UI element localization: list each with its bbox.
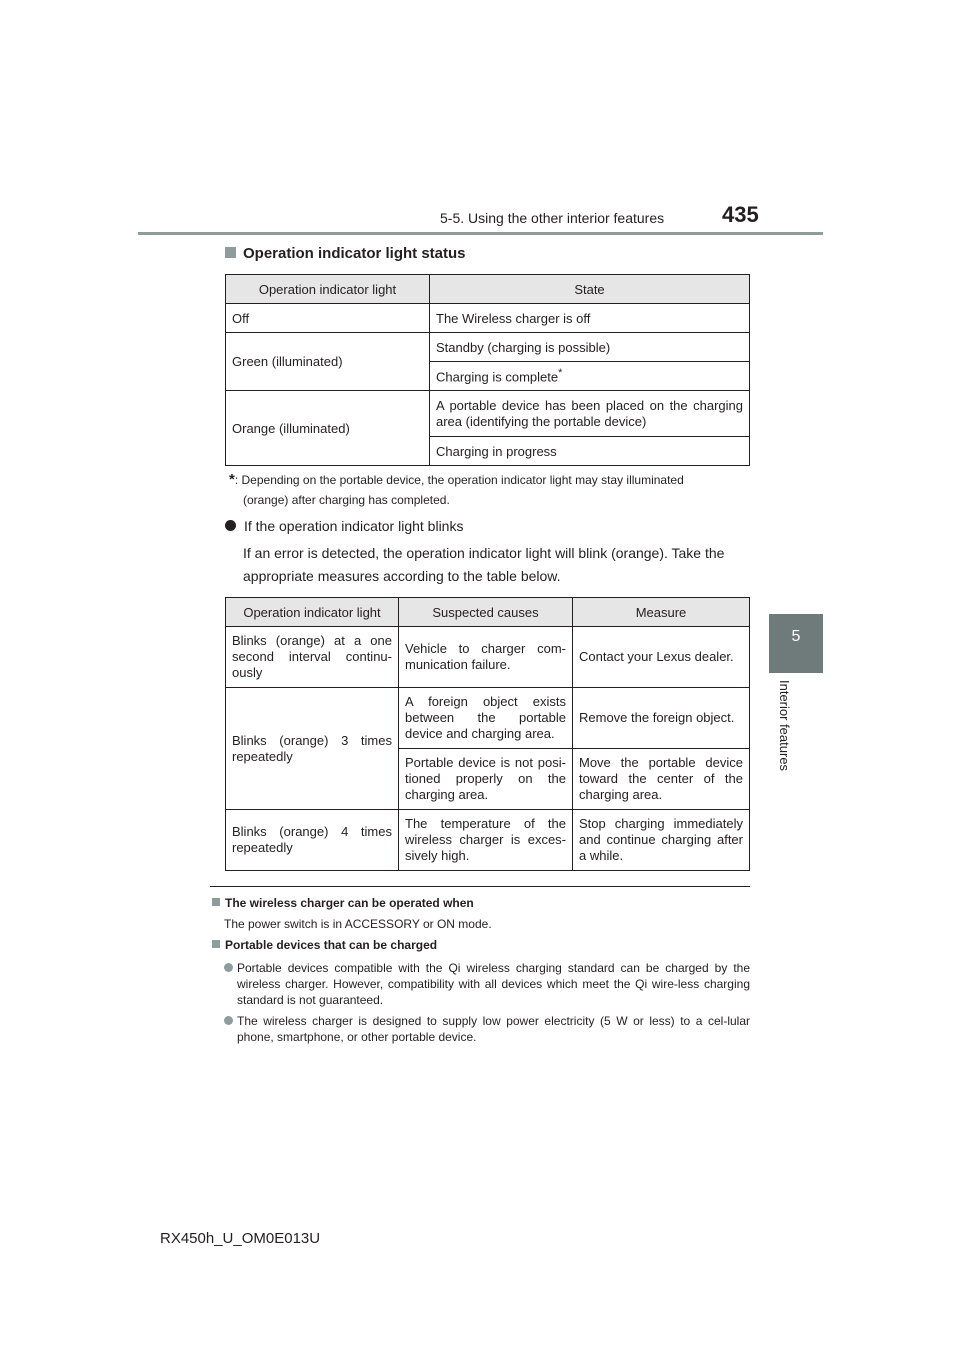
table-row bbox=[226, 304, 750, 333]
table-row bbox=[226, 391, 750, 437]
note-title: Portable devices that can be charged bbox=[225, 938, 438, 952]
header-divider bbox=[138, 232, 823, 235]
section-title: 5-5. Using the other interior features bbox=[440, 210, 665, 226]
table-row bbox=[226, 627, 750, 688]
column-header: Operation indicator light bbox=[226, 275, 430, 304]
table-cell: Charging in progress bbox=[430, 437, 750, 466]
table-cell: The Wireless charger is off bbox=[430, 304, 750, 333]
footnote-text: : Depending on the portable device, the operation indicator light may stay illuminated bbox=[234, 473, 684, 487]
note-heading bbox=[212, 896, 474, 910]
table-cell: The temperature of the wireless charger is exces-sively high. bbox=[399, 810, 573, 871]
note-bullet bbox=[224, 1013, 750, 1045]
table-cell: Portable device is not posi-tioned properly on the charging area. bbox=[399, 749, 573, 810]
table-cell: Move the portable device toward the center of the charging area. bbox=[573, 749, 750, 810]
page-number: 435 bbox=[722, 202, 759, 227]
note-text: The power switch is in ACCESSORY or ON mode. bbox=[224, 917, 492, 931]
table-cell: Blinks (orange) at a one second interval continu-ously bbox=[226, 627, 399, 688]
blink-table bbox=[225, 597, 750, 871]
note-bullet bbox=[224, 960, 750, 1008]
square-bullet-icon bbox=[225, 247, 236, 258]
footnote bbox=[229, 470, 750, 510]
status-table bbox=[225, 274, 750, 466]
blink-section-title: If the operation indicator light blinks bbox=[244, 518, 464, 534]
table-cell: Standby (charging is possible) bbox=[430, 333, 750, 362]
note-heading bbox=[212, 938, 437, 952]
table-cell: Stop charging immediately and continue charging after a while. bbox=[573, 810, 750, 871]
table-cell: Off bbox=[226, 304, 430, 333]
table-cell: Orange (illuminated) bbox=[226, 391, 430, 466]
round-bullet-icon bbox=[224, 1016, 233, 1025]
table-cell: Blinks (orange) 3 times repeatedly bbox=[226, 688, 399, 810]
square-bullet-icon bbox=[212, 898, 220, 906]
table-cell: A foreign object exists between the portable device and charging area. bbox=[399, 688, 573, 749]
column-header: State bbox=[430, 275, 750, 304]
table-cell: Green (illuminated) bbox=[226, 333, 430, 391]
note-title: The wireless charger can be operated when bbox=[225, 896, 474, 910]
table-cell: Vehicle to charger com-munication failure. bbox=[399, 627, 573, 688]
table-row bbox=[226, 688, 750, 749]
notes-divider bbox=[210, 886, 750, 887]
round-bullet-icon bbox=[224, 963, 233, 972]
blink-section-body: If an error is detected, the operation indicator light will blink (orange). Take the appropriate measures according to the table below. bbox=[243, 545, 725, 584]
footnote-marker: * bbox=[229, 471, 235, 488]
square-bullet-icon bbox=[212, 940, 220, 948]
table-cell: Remove the foreign object. bbox=[573, 688, 750, 749]
model-code: RX450h_U_OM0E013U bbox=[160, 1230, 321, 1247]
note-bullet-text: Portable devices compatible with the Qi wireless charging standard can be charged by the wireless charger. However, compatibility with all devices which meet the Qi wire-less charging standard is not guaranteed. bbox=[237, 961, 750, 1007]
blink-section-heading bbox=[225, 518, 463, 534]
table-cell-text: Charging is complete bbox=[436, 369, 559, 385]
round-bullet-icon bbox=[225, 520, 236, 531]
table-row bbox=[226, 333, 750, 362]
table-header-row bbox=[226, 598, 750, 627]
note-bullet-text: The wireless charger is designed to supply low power electricity (5 W or less) to a cel-lular phone, smartphone, or other portable device. bbox=[237, 1014, 750, 1044]
status-section-title: Operation indicator light status bbox=[243, 245, 466, 262]
table-row bbox=[226, 810, 750, 871]
table-header-row bbox=[226, 275, 750, 304]
table-cell: A portable device has been placed on the charging area (identifying the portable device) bbox=[430, 391, 750, 437]
column-header: Operation indicator light bbox=[226, 598, 399, 627]
footnote-text: (orange) after charging has completed. bbox=[243, 493, 450, 507]
column-header: Measure bbox=[573, 598, 750, 627]
chapter-label: Interior features bbox=[777, 680, 792, 772]
column-header: Suspected causes bbox=[399, 598, 573, 627]
footnote-marker: * bbox=[558, 367, 563, 380]
chapter-tab: 5 bbox=[769, 614, 823, 673]
table-cell: Contact your Lexus dealer. bbox=[573, 627, 750, 688]
table-cell: Blinks (orange) 4 times repeatedly bbox=[226, 810, 399, 871]
table-cell bbox=[430, 362, 750, 391]
status-section-heading bbox=[225, 245, 466, 262]
